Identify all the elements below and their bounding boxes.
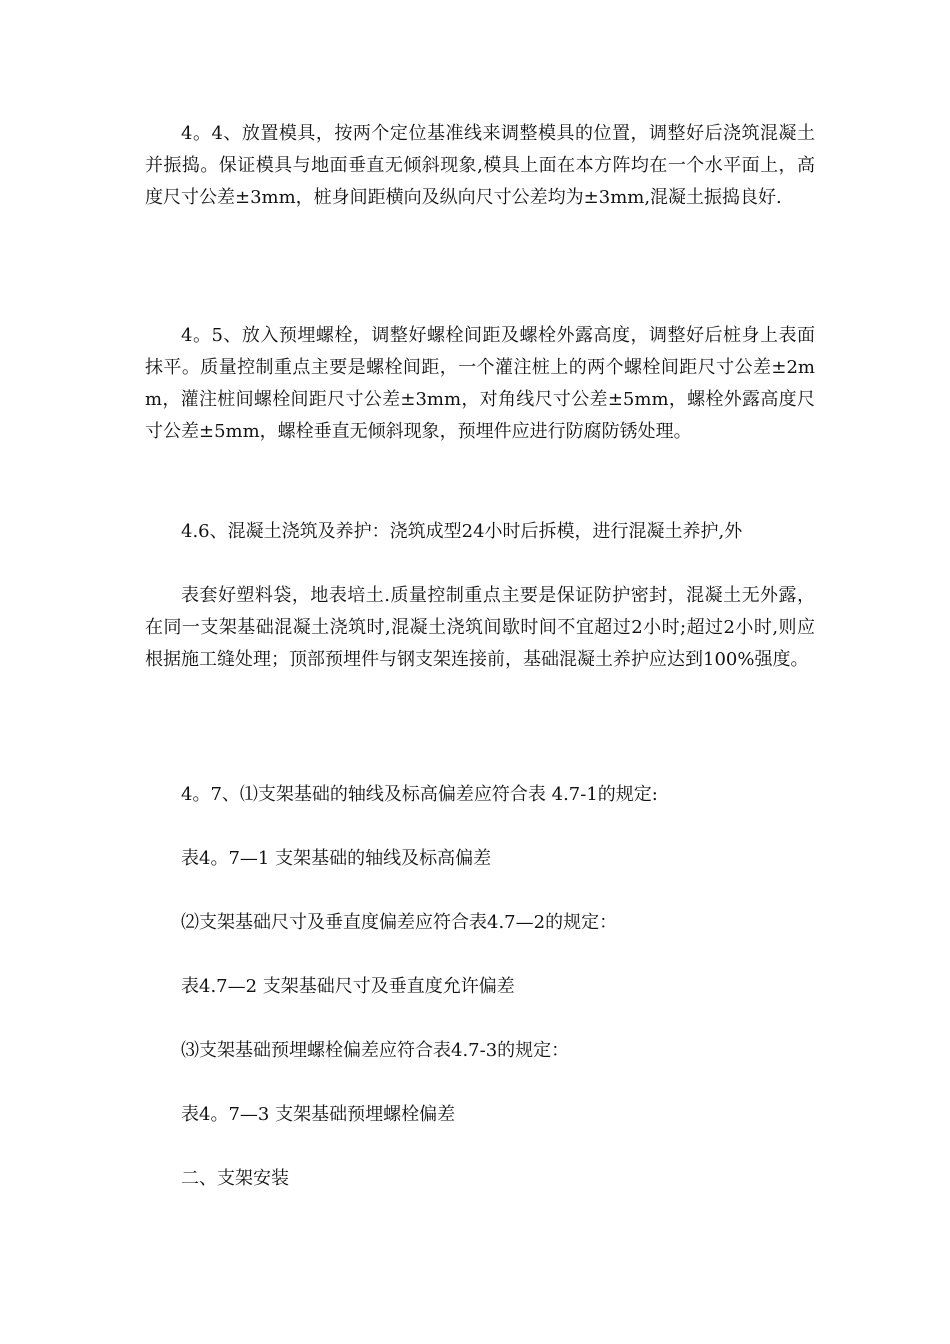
paragraph-4-5-embedded-bolts: 4。5、放入预埋螺栓，调整好螺栓间距及螺栓外露高度，调整好后桩身上表面抹平。质量控制重点主要是螺栓间距，一个灌注桩上的两个螺栓间距尺寸公差±2mm，灌注桩间螺栓间距尺寸公差±3mm，对角线尺寸公差±5mm，螺栓外露高度尺寸公差±5mm，螺栓垂直无倾斜现象，预埋件应进行防腐防锈处理。 [145, 325, 815, 442]
paragraph-4-6-concrete-curing: 4.6、混凝土浇筑及养护：浇筑成型24小时后拆模，进行混凝土养护,外 [181, 521, 743, 542]
paragraph-4-4-formwork: 4。4、放置模具，按两个定位基准线来调整模具的位置，调整好后浇筑混凝土并振捣。保证模具与地面垂直无倾斜现象,模具上面在本方阵均在一个水平面上，高度尺寸公差±3mm，桩身间距横向及纵向尺寸公差均为±3mm,混凝土振捣良好. [145, 123, 815, 208]
table-caption-4-7-1: 表4。7—1 支架基础的轴线及标高偏差 [181, 848, 492, 869]
table-caption-4-7-2: 表4.7—2 支架基础尺寸及垂直度允许偏差 [181, 976, 515, 997]
section-heading-bracket-installation: 二、支架安装 [181, 1168, 289, 1189]
paragraph-4-7-bolt-deviation: ⑶支架基础预埋螺栓偏差应符合表4.7-3的规定： [181, 1040, 570, 1061]
table-caption-4-7-3: 表4。7—3 支架基础预埋螺栓偏差 [181, 1104, 456, 1125]
paragraph-4-7-axis-elevation: 4。7、⑴支架基础的轴线及标高偏差应符合表 4.7-1的规定: [181, 784, 658, 805]
paragraph-4-6-continued: 表套好塑料袋，地表培土.质量控制重点主要是保证防护密封，混凝土无外露，在同一支架基础混凝土浇筑时,混凝土浇筑间歇时间不宜超过2小时;超过2小时,则应根据施工缝处理；顶部预埋件与钢支架连接前，基础混凝土养护应达到100%强度。 [145, 585, 815, 670]
paragraph-4-7-dimension-verticality: ⑵支架基础尺寸及垂直度偏差应符合表4.7—2的规定： [181, 912, 618, 933]
